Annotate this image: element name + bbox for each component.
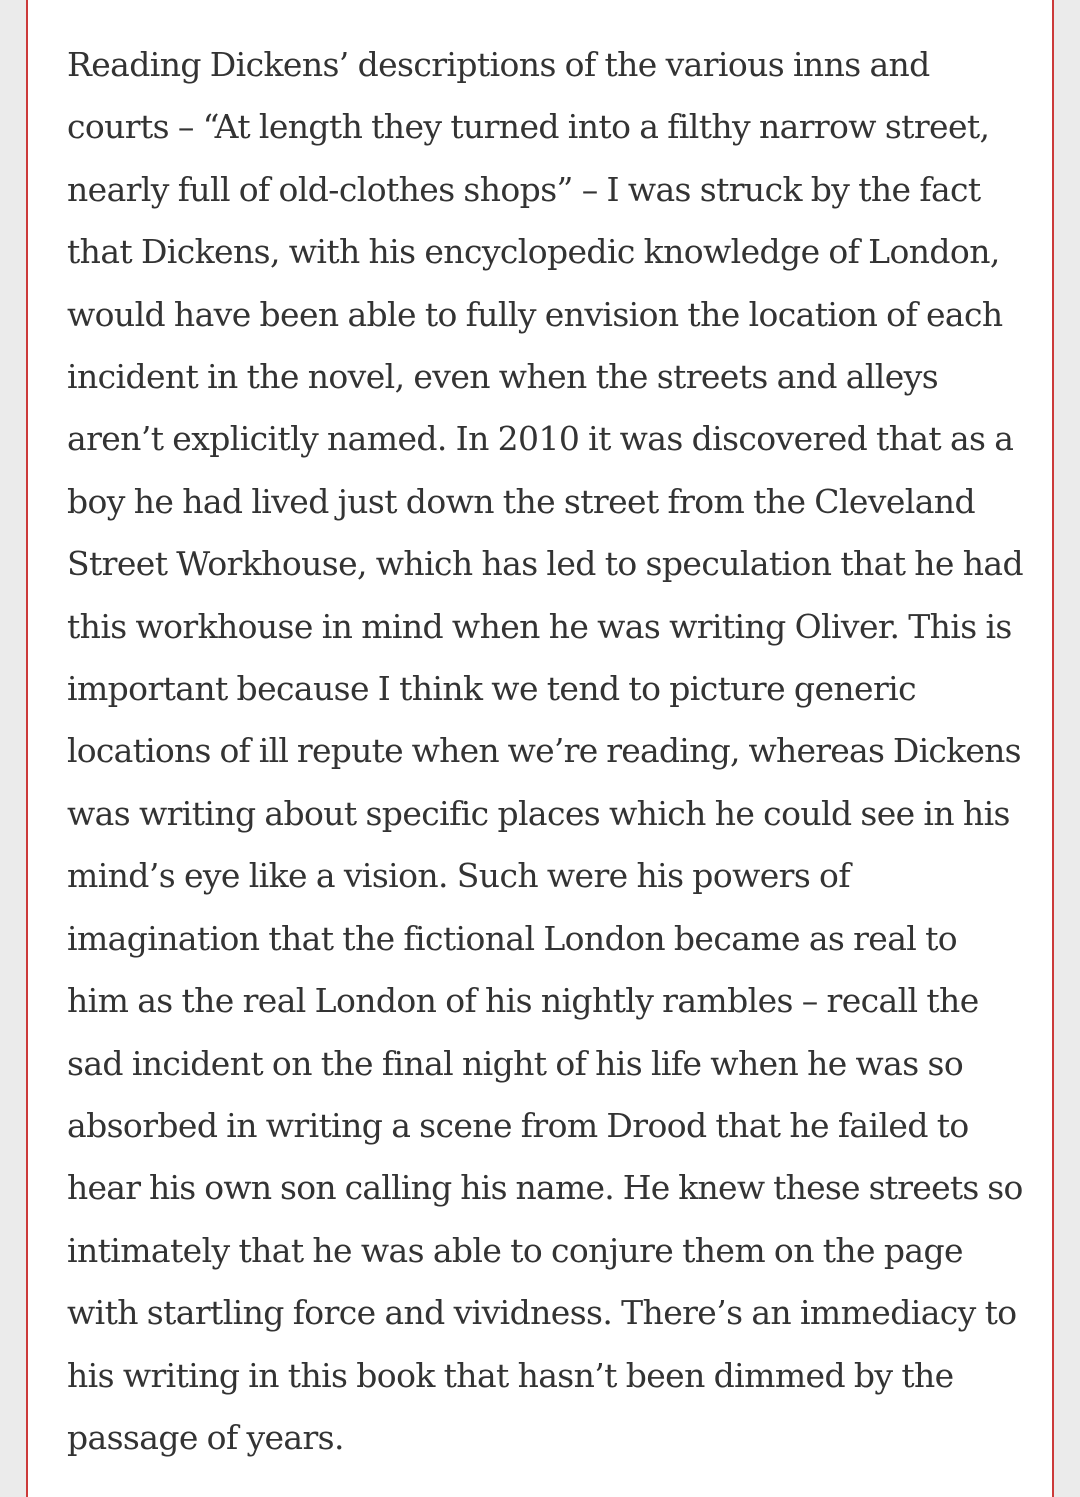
paragraph-line: Reading Dickens’ descriptions of the various inns and [67,45,930,84]
paragraph-line: imagination that the fictional London became as real to [67,918,958,958]
paragraph-line: hear his own son calling his name. He knew these streets so [67,1168,1023,1208]
paragraph-line: boy he had lived just down the street from the Cleveland [67,481,975,521]
paragraph-line: passage of years. [67,1417,344,1457]
paragraph-line: courts – “At length they turned into a filthy narrow street, [67,107,990,147]
paragraph-line: aren’t explicitly named. In 2010 it was discovered that as a [67,419,1014,459]
paragraph-line: his writing in this book that hasn’t been dimmed by the [67,1355,954,1395]
paragraph-line: that Dickens, with his encyclopedic knowledge of London, [67,232,1000,272]
paragraph-line: was writing about specific places which he could see in his [67,793,1010,833]
paragraph-line: absorbed in writing a scene from Drood that he failed to [67,1105,969,1145]
paragraph-line: this workhouse in mind when he was writing Oliver. This is [67,606,1012,646]
paragraph-line: incident in the novel, even when the streets and alleys [67,357,939,397]
paragraph-line: Street Workhouse, which has led to speculation that he had [67,544,1023,584]
paragraph-line: intimately that he was able to conjure them on the page [67,1230,963,1270]
paragraph-line: would have been able to fully envision the location of each [67,294,1003,334]
article-paragraph [67,34,1027,1469]
paragraph-line: sad incident on the final night of his life when he was so [67,1043,964,1083]
paragraph-line: nearly full of old-clothes shops” – I was struck by the fact [67,169,981,209]
paragraph-line: important because I think we tend to picture generic [67,669,916,709]
paragraph-line: him as the real London of his nightly rambles – recall the [67,981,979,1021]
article-page [26,0,1054,1497]
paragraph-line: locations of ill repute when we’re reading, whereas Dickens [67,731,1021,771]
paragraph-line: mind’s eye like a vision. Such were his powers of [67,856,850,896]
paragraph-line: with startling force and vividness. There’s an immediacy to [67,1293,1017,1333]
